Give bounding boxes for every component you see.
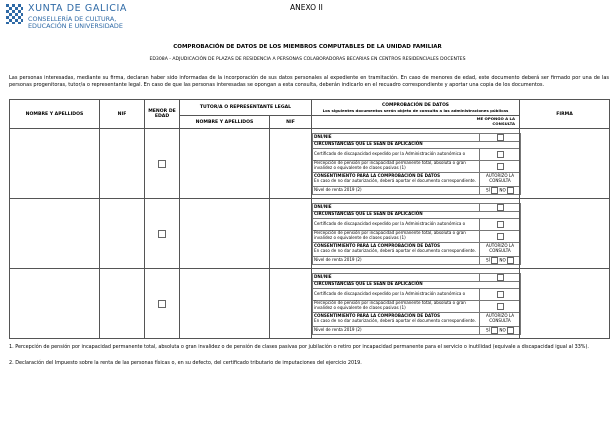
income-choice (480, 186, 521, 194)
verification-block (312, 273, 521, 335)
logo-department-line2: EDUCACIÓN E UNIVERSIDADE (28, 22, 123, 30)
income-no-checkbox[interactable] (507, 257, 514, 264)
no-label: NO (499, 187, 506, 192)
dni-label: DNI/NIE (313, 133, 480, 141)
verification-cell (312, 199, 520, 269)
minor-cell (145, 269, 180, 339)
circumstances-label: CIRCUNSTANCIAS QUE LE SEAN DE APLICACIÓN (313, 211, 521, 218)
document-title: COMPROBACIÓN DE DATOS DE LOS MIEMBROS COMPUTABLES DE LA UNIDAD FAMILIAR (173, 44, 442, 50)
disability-oppose-checkbox[interactable] (497, 221, 504, 228)
yes-label: SÍ (485, 327, 490, 332)
consent-text: En caso de no dar autorización, deberá aportar el documento correspondiente. (314, 178, 476, 183)
xunta-logo-icon (6, 4, 23, 24)
minor-checkbox[interactable] (158, 300, 166, 308)
table-row (10, 199, 610, 269)
consent-text: En caso de no dar autorización, deberá aportar el documento correspondiente. (314, 248, 476, 253)
logo-name: XUNTA DE GALICIA (28, 3, 127, 14)
table-row (10, 269, 610, 339)
verification-cell (312, 269, 520, 339)
signature-field[interactable] (520, 199, 610, 269)
oppose-header: ME OPONGO A LA CONSULTA (476, 116, 515, 126)
consent-cell (313, 242, 480, 256)
document-subtitle: ED308A - ADJUDICACIÓN DE PLAZAS DE RESIDENCIA A PERSONAS COLABORADORAS BECARIAS EN CENTROS RESIDENCIALES DOCENTES (149, 57, 466, 62)
tutor-nif-field[interactable] (270, 269, 312, 339)
oppose-header-cell (312, 116, 520, 129)
logo-department (28, 16, 123, 30)
signature-field[interactable] (520, 129, 610, 199)
income-label: Nivel de renta 2019 (2) (313, 326, 480, 334)
dni-oppose-checkbox[interactable] (497, 274, 504, 281)
consent-text: En caso de no dar autorización, deberá aportar el documento correspondiente. (314, 318, 476, 323)
col-header-tutor: TUTOR/A O REPRESENTANTE LEGAL (180, 100, 312, 116)
pension-oppose-checkbox[interactable] (497, 303, 504, 310)
consent-heading: CONSENTIMIENTO PARA LA COMPROBACIÓN DE DATOS (314, 173, 441, 179)
verification-cell (312, 129, 520, 199)
income-label: Nivel de renta 2019 (2) (313, 256, 480, 264)
income-no-checkbox[interactable] (507, 187, 514, 194)
no-label: NO (499, 257, 506, 262)
footnote-1: 1. Percepción de pensión por incapacidad permanente total, absoluta o gran invalidez o de pensión de clases pasivas por jubilación o retiro por incapacidad permanente para el servicio o inutilidad (equivale a discapacidad igual al 33%). (9, 344, 589, 350)
dni-label: DNI/NIE (313, 273, 480, 281)
yes-label: SÍ (485, 257, 490, 262)
col-header-check-sub: Los siguientes documentos serán objeto de consulta a las administraciones públicas (322, 107, 509, 113)
income-no-checkbox[interactable] (507, 327, 514, 334)
member-nif-field[interactable] (100, 269, 145, 339)
disability-oppose-checkbox[interactable] (497, 291, 504, 298)
income-yes-checkbox[interactable] (491, 257, 498, 264)
consent-cell (313, 312, 480, 326)
member-name-field[interactable] (10, 129, 100, 199)
income-choice (480, 256, 521, 264)
pension-cert-label: Percepción de pensión por incapacidad permanente total, absoluta o gran invalidez o equivalente de clases pasivas (1) (313, 300, 480, 312)
disability-cert-label: Certificado de discapacidad expedido por la Administración autonómica o (313, 288, 480, 300)
disability-cert-label: Certificado de discapacidad expedido por la Administración autonómica o (313, 218, 480, 230)
col-header-tutor-nif: NIF (270, 116, 312, 129)
col-header-nif: NIF (100, 100, 145, 129)
income-yes-checkbox[interactable] (491, 327, 498, 334)
member-name-field[interactable] (10, 269, 100, 339)
family-members-table (9, 99, 610, 339)
member-name-field[interactable] (10, 199, 100, 269)
disability-cert-label: Certificado de discapacidad expedido por la Administración autonómica o (313, 148, 480, 160)
signature-field[interactable] (520, 269, 610, 339)
minor-cell (145, 129, 180, 199)
table-row (10, 129, 610, 199)
authorize-label: AUTORIZO LA CONSULTA (480, 172, 521, 186)
circumstances-label: CIRCUNSTANCIAS QUE LE SEAN DE APLICACIÓN (313, 281, 521, 288)
col-header-check (312, 100, 520, 116)
disability-oppose-checkbox[interactable] (497, 151, 504, 158)
pension-oppose-checkbox[interactable] (497, 233, 504, 240)
annex-label: ANEXO II (290, 3, 323, 12)
pension-oppose-checkbox[interactable] (497, 163, 504, 170)
dni-label: DNI/NIE (313, 203, 480, 211)
dni-oppose-checkbox[interactable] (497, 204, 504, 211)
tutor-name-field[interactable] (180, 199, 270, 269)
pension-cert-label: Percepción de pensión por incapacidad permanente total, absoluta o gran invalidez o equivalente de clases pasivas (1) (313, 230, 480, 242)
tutor-name-field[interactable] (180, 129, 270, 199)
logo-department-line1: CONSELLERÍA DE CULTURA, (28, 15, 117, 23)
consent-heading: CONSENTIMIENTO PARA LA COMPROBACIÓN DE DATOS (314, 243, 441, 249)
col-header-tutor-name: NOMBRE Y APELLIDOS (180, 116, 270, 129)
income-choice (480, 326, 521, 334)
income-yes-checkbox[interactable] (491, 187, 498, 194)
intro-paragraph: Las personas interesadas, mediante su firma, declaran haber sido informadas de la incorporación de sus datos personales al expediente en tramitación. En caso de menores de edad, este documento deberá ser firmado por una de las personas progenitoras, tutor/a o representante legal. En caso de que las personas interesadas se opongan a esta consulta, deberán indicarlo en el recuadro correspondiente y aportar una copia de los documentos. (9, 75, 609, 88)
authorize-label: AUTORIZO LA CONSULTA (480, 242, 521, 256)
verification-block (312, 203, 521, 265)
footnote-2: 2. Declaración del Impuesto sobre la renta de las personas físicas o, en su defecto, del certificado tributario de imputaciones del ejercicio 2019. (9, 360, 362, 366)
minor-checkbox[interactable] (158, 160, 166, 168)
col-header-check-title: COMPROBACIÓN DE DATOS (382, 102, 449, 108)
member-nif-field[interactable] (100, 199, 145, 269)
circumstances-label: CIRCUNSTANCIAS QUE LE SEAN DE APLICACIÓN (313, 141, 521, 148)
tutor-name-field[interactable] (180, 269, 270, 339)
authorize-label: AUTORIZO LA CONSULTA (480, 312, 521, 326)
minor-checkbox[interactable] (158, 230, 166, 238)
col-header-minor: MENOR DE EDAD (145, 100, 180, 129)
member-nif-field[interactable] (100, 129, 145, 199)
no-label: NO (499, 327, 506, 332)
pension-cert-label: Percepción de pensión por incapacidad permanente total, absoluta o gran invalidez o equivalente de clases pasivas (1) (313, 160, 480, 172)
tutor-nif-field[interactable] (270, 129, 312, 199)
tutor-nif-field[interactable] (270, 199, 312, 269)
consent-cell (313, 172, 480, 186)
verification-block (312, 133, 521, 195)
dni-oppose-checkbox[interactable] (497, 134, 504, 141)
yes-label: SÍ (485, 187, 490, 192)
col-header-name: NOMBRE Y APELLIDOS (10, 100, 100, 129)
consent-heading: CONSENTIMIENTO PARA LA COMPROBACIÓN DE DATOS (314, 313, 441, 319)
col-header-signature: FIRMA (520, 100, 610, 129)
minor-cell (145, 199, 180, 269)
income-label: Nivel de renta 2019 (2) (313, 186, 480, 194)
